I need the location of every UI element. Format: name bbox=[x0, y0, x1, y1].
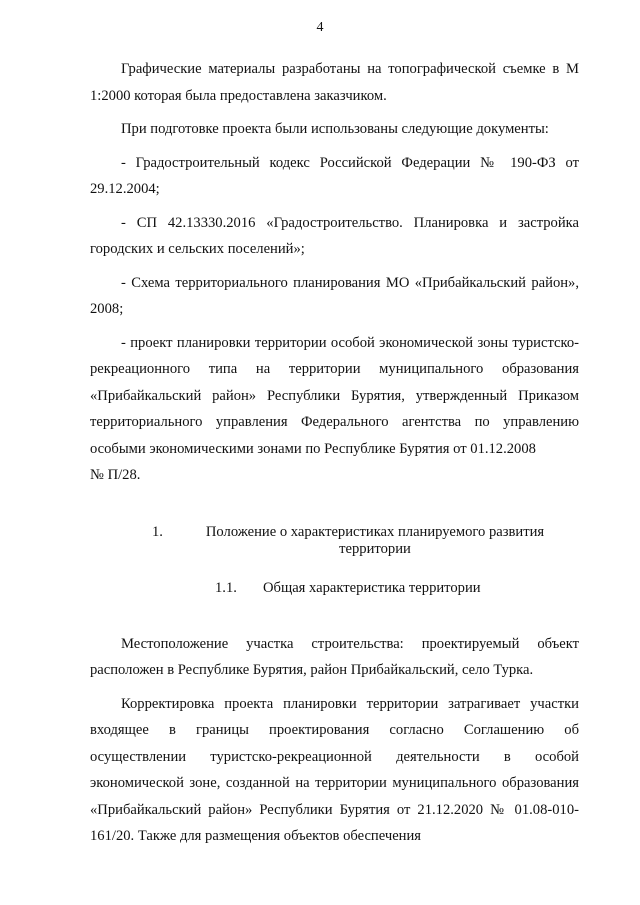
page-number: 4 bbox=[316, 20, 324, 35]
list-item-territorial-scheme: - Схема территориального планирования МО «Прибайкальский район», 2008; bbox=[90, 274, 579, 317]
paragraph-correction: Корректировка проекта планировки территории затрагивает участки входящее в границы проектирования согласно Соглашению об осуществлении туристско-рекреационной деятельности в особой экономической зоне, созданной на территории муниципального образования «Прибайкальский район» Республики Бурятия от 21.12.2020 № 01.08-010-161/20. Также для размещения объектов обеспечения bbox=[90, 695, 579, 844]
subsection-heading bbox=[90, 578, 579, 598]
section-heading bbox=[90, 524, 579, 558]
spacer bbox=[90, 598, 579, 631]
subsection-number: 1.1. bbox=[215, 579, 237, 596]
paragraph-location: Местоположение участка строительства: проектируемый объект расположен в Республике Бурятия, район Прибайкальский, село Турка. bbox=[90, 635, 579, 678]
list-item-urban-code: - Градостроительный кодекс Российской Федерации № 190-ФЗ от 29.12.2004; bbox=[90, 154, 579, 197]
section-title: Положение о характеристиках планируемого развития территории bbox=[205, 523, 545, 557]
list-item-sp-standard: - СП 42.13330.2016 «Градостроительство. Планировка и застройка городских и сельских поселений»; bbox=[90, 214, 579, 257]
list-item-planning-project: - проект планировки территории особой экономической зоны туристско-рекреационного типа на территории муниципального образования «Прибайкальский район» Республики Бурятия, утвержденный Приказом территориального управления Федерального агентства по управлению особыми экономическими зонами по Республике Бурятия от 01.12.2008 bbox=[90, 334, 579, 457]
section-number: 1. bbox=[152, 523, 163, 540]
paragraph-graphic-materials: Графические материалы разработаны на топографической съемке в М 1:2000 которая была предоставлена заказчиком. bbox=[90, 61, 579, 104]
subsection-title: Общая характеристика территории bbox=[263, 579, 481, 596]
order-number: № П/28. bbox=[90, 467, 141, 483]
document-body bbox=[90, 56, 579, 857]
paragraph-documents-intro: При подготовке проекта были использованы следующие документы: bbox=[121, 121, 549, 137]
